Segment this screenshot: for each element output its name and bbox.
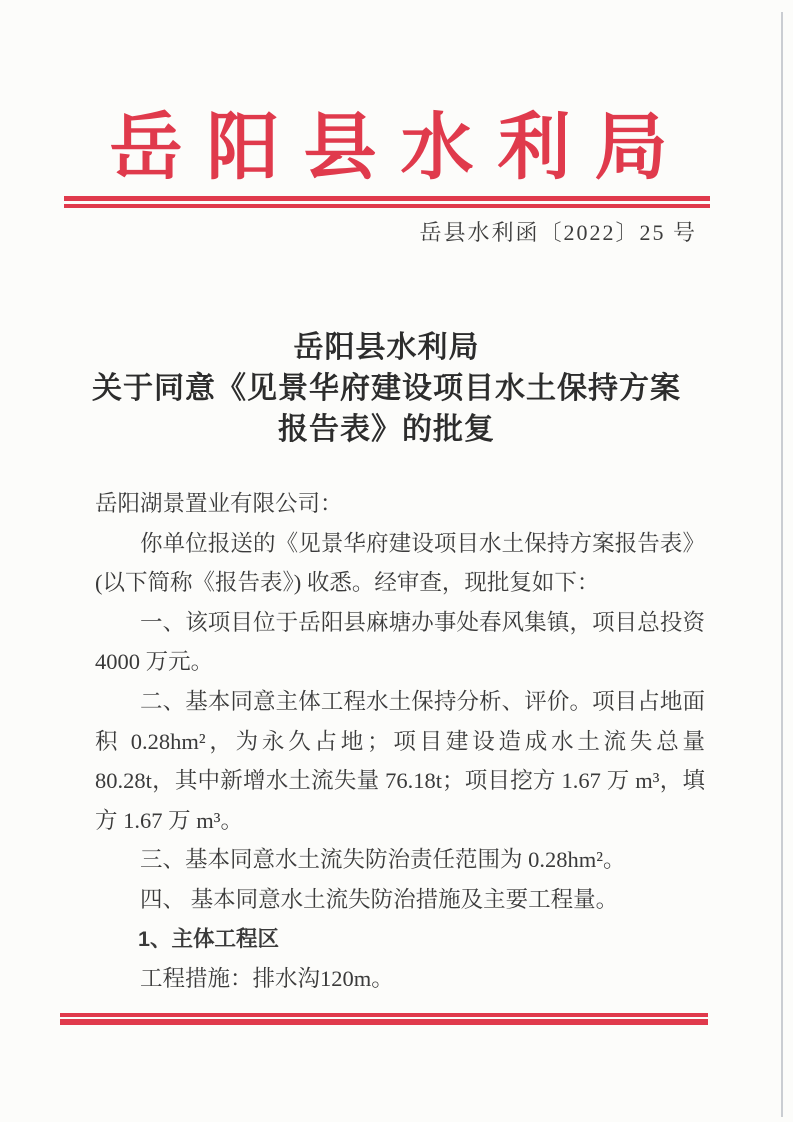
body-paragraph: 三、基本同意水土流失防治责任范围为 0.28hm²。	[140, 847, 626, 873]
document-title	[0, 327, 783, 450]
paper-edge-line	[781, 12, 783, 1117]
document-title-line: 岳阳县水利局	[293, 331, 480, 364]
body-paragraph: 二、基本同意主体工程水土保持分析、评价。项目占地面积 0.28hm²，为永久占地；项目建设造成水土流失总量 80.28t，其中新增水土流失量 76.18t；项目挖方 1.67 万 m³，填方 1.67 万 m³。	[95, 688, 705, 833]
body-paragraph: 你单位报送的《见景华府建设项目水土保持方案报告表》(以下简称《报告表》) 收悉。经审查，现批复如下：	[95, 530, 705, 596]
masthead-double-rule	[64, 196, 710, 208]
body-paragraph: 工程措施：排水沟120m。	[140, 966, 394, 992]
document-body	[95, 484, 705, 999]
body-paragraph: 1、主体工程区	[138, 926, 279, 951]
body-paragraph: 一、该项目位于岳阳县麻塘办事处春风集镇，项目总投资 4000 万元。	[95, 609, 705, 675]
document-title-line: 报告表》的批复	[278, 413, 495, 446]
document-title-line: 关于同意《见景华府建设项目水土保持方案	[92, 372, 681, 405]
body-paragraph: 四、 基本同意水土流失防治措施及主要工程量。	[140, 886, 619, 912]
footer-double-rule	[60, 1013, 708, 1025]
document-number: 岳县水利函〔2022〕25 号	[419, 220, 697, 245]
body-paragraph: 岳阳湖景置业有限公司：	[95, 491, 343, 516]
agency-masthead: 岳阳县水利局	[109, 107, 692, 188]
